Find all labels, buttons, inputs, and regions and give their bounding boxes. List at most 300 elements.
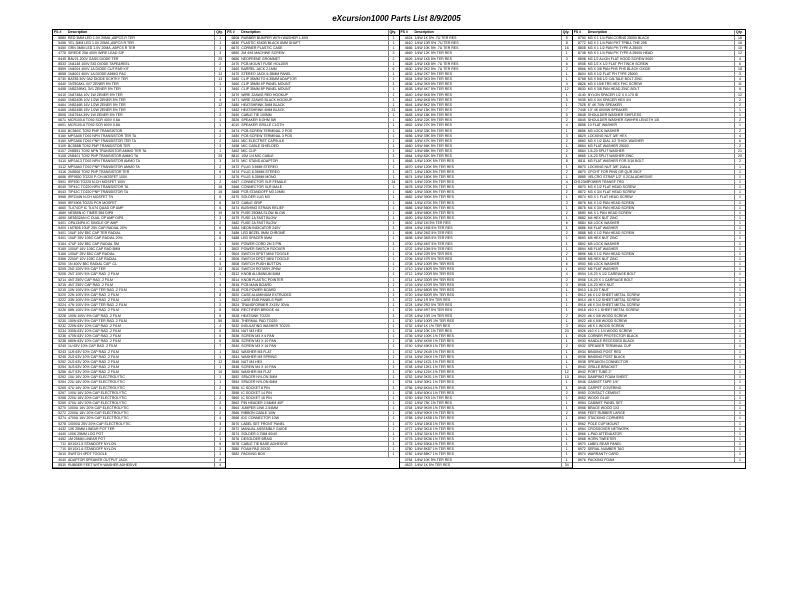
part-quantity: 1 [561, 452, 572, 457]
part-description: 1/4W 2K7 5% TER RES [414, 71, 562, 76]
part-number: 5366 [53, 257, 67, 262]
part-quantity: 1 [735, 257, 746, 262]
part-number: 4740 [400, 344, 414, 349]
part-description: WASHER M4 FLAT [240, 370, 388, 375]
part-quantity: 5 [215, 313, 226, 318]
part-quantity: 3 [215, 159, 226, 164]
part-description: SPACER NYLON 3MM [240, 375, 388, 380]
part-number: 8908 [573, 282, 587, 287]
part-description: 1/4W 1K8 5% .7U TER RES [414, 61, 562, 66]
part-quantity: 7 [215, 277, 226, 282]
part-description: MIC CABLE SHIELDED [240, 143, 388, 148]
part-quantity: 3 [215, 262, 226, 267]
part-description: CABINET PANEL SET [587, 400, 735, 405]
part-quantity: 2 [215, 426, 226, 431]
part-description: IRFZ44N N-CH MOSFET TN [67, 195, 215, 200]
part-description: OPA134PA IC SINGLE OP AMP [67, 221, 215, 226]
part-quantity: 24 [561, 329, 572, 334]
part-number: 4722 [400, 298, 414, 303]
part-description: MCR100-6 TO92 SCR 400V 0.8A [67, 118, 215, 123]
quantity-header: Qty. [561, 30, 572, 36]
part-quantity: 1 [561, 457, 572, 462]
part-number: 4040 [53, 457, 67, 462]
part-quantity: 1 [388, 143, 399, 148]
part-description: 1N4148 100V SIG DIODE TAPE&REEL [67, 61, 215, 66]
part-quantity: 1 [735, 416, 746, 421]
part-number: 4632 [400, 71, 414, 76]
part-quantity: 1 [388, 287, 399, 292]
part-quantity: 7 [215, 107, 226, 112]
part-description: 1/4W 10R 5% .7U TER RES [414, 41, 562, 46]
part-number: 4775 [53, 51, 67, 56]
part-number: 3576 [226, 436, 240, 441]
part-quantity: 1 [735, 262, 746, 267]
part-quantity: 1 [735, 241, 746, 246]
part-quantity: 1 [561, 102, 572, 107]
part-number: 5262 [53, 375, 67, 380]
part-quantity: 1 [388, 77, 399, 82]
part-description: SWITCH DPDT MINI TOGGLE [240, 257, 388, 262]
part-quantity: 10 [561, 375, 572, 380]
part-quantity: 3 [561, 56, 572, 61]
part-description: M6 X 1/2 PAN HEAD SCREW [587, 251, 735, 256]
part-description: NYLON SPACER 1/2 X 0.170 ID [587, 92, 735, 97]
part-number: 5245 [53, 354, 67, 359]
part-number: 3474 [226, 169, 240, 174]
part-description: CROSSOVER NETWORK [587, 426, 735, 431]
part-description: M3 X 3/4 FLAT HEAD SCREW [587, 190, 735, 195]
part-number: 5278 [53, 421, 67, 426]
part-description: 1U 63V 10% CAP RAD .2 FILM [67, 344, 215, 349]
part-number: 5450 [53, 46, 67, 51]
part-description: HEATSHRINK 6MM BLACK [240, 107, 388, 112]
part-quantity: 1 [561, 195, 572, 200]
part-number: 4682 [400, 195, 414, 200]
parts-list-grid [52, 29, 746, 469]
part-quantity: 1 [561, 406, 572, 411]
part-quantity: 2 [561, 118, 572, 123]
part-quantity: 7 [561, 107, 572, 112]
part-quantity: 1 [561, 385, 572, 390]
part-description: INSULATING WASHER TO220 [240, 323, 388, 328]
part-description: #8 X 1 WOOD SCREW [587, 323, 735, 328]
part-description: 1/4W 100R 5% TER RES [414, 262, 562, 267]
part-quantity: 1 [735, 426, 746, 431]
part-number: 9035 [573, 97, 587, 102]
part-number: 3578 [226, 442, 240, 447]
part-quantity: 4 [215, 257, 226, 262]
part-number: 5108 [53, 154, 67, 159]
part-quantity: 1 [561, 354, 572, 359]
part-number: 8604 [573, 71, 587, 76]
part-number: 5270 [53, 406, 67, 411]
part-number: 4708 [400, 262, 414, 267]
part-quantity: 1 [561, 365, 572, 370]
part-quantity: 1 [561, 257, 572, 262]
part-quantity: 1 [561, 226, 572, 231]
part-description: 1/4W 4R7 5% TER RES [414, 308, 562, 313]
part-number: 5220 [53, 293, 67, 298]
part-quantity: 2 [215, 66, 226, 71]
part-number: 5901 [53, 179, 67, 184]
part-number: 5166 [53, 251, 67, 256]
part-number: 3490 [226, 113, 240, 118]
part-number: 3574 [226, 431, 240, 436]
part-quantity: 1 [735, 169, 746, 174]
part-quantity: 1 [388, 41, 399, 46]
part-number: 5267 [53, 390, 67, 395]
part-number: 5214 [53, 277, 67, 282]
part-number: 6465 [53, 107, 67, 112]
part-number: 4772 [400, 426, 414, 431]
part-number: 5222 [53, 298, 67, 303]
part-description: 1/4-20 T-NUT [587, 287, 735, 292]
parts-column-1 [53, 30, 226, 468]
part-quantity: 1 [388, 82, 399, 87]
part-description: 10 FLAT WASHER [587, 123, 735, 128]
part-number: 3534 [226, 329, 240, 334]
part-number: 6460 [53, 97, 67, 102]
part-description: 330N 63V 10% CAP RAD .2 FILM [67, 329, 215, 334]
part-description: TIP42C TO220 PNP TRANSISTOR TA [67, 190, 215, 195]
part-quantity: 2 [215, 164, 226, 169]
part-description: CONNECTOR XLR FEMALE [240, 179, 388, 184]
part-number: 3538 [226, 339, 240, 344]
part-number: 4710 [400, 267, 414, 272]
part-description: MCR100-6 TO92 SCR 600V 0.8A [67, 123, 215, 128]
part-description: 1N750AKL 4V7 ZENER 5% TER [67, 82, 215, 87]
part-quantity: 1 [388, 431, 399, 436]
part-quantity: 1 [215, 41, 226, 46]
part-number: 8970 [573, 442, 587, 447]
part-description: JUMPER LINK 2.54MM [240, 406, 388, 411]
part-description: 1N5229BKL 3V1 ZENER 5% TER [67, 87, 215, 92]
part-description: IC SOCKET 16 PIN [240, 395, 388, 400]
part-quantity: 1 [561, 236, 572, 241]
part-description: 1/4W 3K01 1% TER RES [414, 375, 562, 380]
part-description: PLUG 3.5MM STEREO [240, 164, 388, 169]
part-quantity: 1 [735, 190, 746, 195]
part-quantity: 1 [735, 457, 746, 462]
part-number: 8040 [53, 185, 67, 190]
part-quantity: 6 [215, 231, 226, 236]
part-number: 3470 [226, 159, 240, 164]
part-description: LOCKING NUT 3/8" HEX [587, 133, 735, 138]
part-number: 4678 [400, 185, 414, 190]
part-quantity: 1 [215, 118, 226, 123]
part-quantity: 1 [388, 133, 399, 138]
part-description: NEOPRENE GROMMET [240, 56, 388, 61]
part-number: 8898 [573, 257, 587, 262]
part-description: SOLDER 0.7MM 60/40 [240, 431, 388, 436]
part-quantity: 3 [215, 251, 226, 256]
part-quantity: 4 [735, 133, 746, 138]
part-description: 3U3 63V 20% CAP RAD .2 FILM [67, 365, 215, 370]
part-number: 4750 [400, 370, 414, 375]
part-number: 8808 [573, 46, 587, 51]
part-number: 5160 [53, 138, 67, 143]
document-title: eXcursion1000 Parts List 8/9/2005 [332, 14, 461, 23]
part-description: SPEAKER 8 OHM 5W [240, 118, 388, 123]
part-number: 5230 [53, 318, 67, 323]
part-number: 4776 [400, 436, 414, 441]
part-description: LABEL REAR PANEL [587, 442, 735, 447]
part-number: 8916 [573, 303, 587, 308]
part-quantity: 1 [735, 215, 746, 220]
part-number: 3582 [226, 452, 240, 457]
part-description: POWER SWITCH ROCKER [240, 246, 388, 251]
part-description: MANUAL ASSEMBLY GUIDE [240, 426, 388, 431]
part-quantity: 6 [735, 87, 746, 92]
part-description: 1/4W 220K 5% TER RES [414, 179, 562, 184]
part-number: 5234 [53, 329, 67, 334]
part-description: 1/4W 47K 5% TER RES [414, 138, 562, 143]
part-quantity: 3 [561, 282, 572, 287]
part-description: POLE CUP MOUNT [587, 421, 735, 426]
part-number: 4628 [400, 61, 414, 66]
part-description: 1N4748A 10V 1W ZENER 5% TER [67, 92, 215, 97]
part-quantity: 1 [388, 226, 399, 231]
part-quantity: 1 [215, 92, 226, 97]
part-quantity: 1 [215, 123, 226, 128]
part-quantity: 1 [735, 370, 746, 375]
part-description: 470U 16V 20% CAP ELECTROLYTIC [67, 400, 215, 405]
part-number: 3472 [226, 164, 240, 169]
part-quantity: 1 [388, 334, 399, 339]
part-quantity: 2 [215, 138, 226, 143]
part-description: LABEL SET FRONT PANEL [240, 421, 388, 426]
part-description: 1/4W 1K58 1% TER RES [414, 416, 562, 421]
part-number: 4784 [400, 457, 414, 462]
part-description: 47N 100V 5% CAP TER RAD .2 FILM [67, 303, 215, 308]
part-quantity: 2 [561, 277, 572, 282]
part-number: 3558 [226, 390, 240, 395]
part-description: 1/4W 6K8 5% TER RES [414, 97, 562, 102]
part-number: 8972 [573, 447, 587, 452]
part-number: 6440 [53, 82, 67, 87]
part-quantity: 1 [388, 97, 399, 102]
part-description: M5 HEX NUT ZINC [587, 236, 735, 241]
part-description: SWITCH 4PDT TOGGLE [67, 452, 215, 457]
part-description: M4 FLAT WASHER [587, 226, 735, 231]
part-description: PCB MAIN BOARD [240, 282, 388, 287]
part-quantity: 25 [215, 56, 226, 61]
part-quantity: 1 [388, 71, 399, 76]
part-quantity: 1 [735, 277, 746, 282]
part-quantity: 1 [388, 406, 399, 411]
part-description: CLIP 35MM 4P PANEL MOUNT [240, 82, 388, 87]
part-number: 4660 [53, 205, 67, 210]
part-description: 10" 4K 6000W SPEAKER [587, 107, 735, 112]
part-number: 4758 [400, 390, 414, 395]
part-description: CABLE TIE 100MM [240, 113, 388, 118]
part-description: M5 LOCK WASHER [587, 241, 735, 246]
part-number: 4670 [400, 164, 414, 169]
part-quantity: 4 [561, 82, 572, 87]
part-number: 3550 [226, 370, 240, 375]
part-quantity: 1 [388, 329, 399, 334]
part-number: 2470 [226, 61, 240, 66]
part-quantity: 1 [388, 221, 399, 226]
part-quantity: 2 [735, 97, 746, 102]
part-description: 1/4W 33K 5% TER RES [414, 128, 562, 133]
part-quantity: 1 [735, 272, 746, 277]
part-description: 1/4W 60K4 1% TER RES [414, 390, 562, 395]
part-number: 4748 [400, 365, 414, 370]
part-number: 6464 [53, 102, 67, 107]
part-number: 8924 [573, 323, 587, 328]
part-description: 1/4W 820K 5% TER RES [414, 215, 562, 220]
part-number: 3460 [226, 66, 240, 71]
part-quantity: 1 [388, 385, 399, 390]
description-header: Description [587, 30, 735, 36]
part-number: 6601 [53, 123, 67, 128]
part-description: 1/4W 2M2 5% TER RES [414, 231, 562, 236]
part-quantity: 1 [388, 46, 399, 51]
part-quantity: 6 [215, 200, 226, 205]
part-number: 8886 [573, 226, 587, 231]
part-quantity: 1 [215, 349, 226, 354]
part-quantity: 2 [215, 61, 226, 66]
part-number: 4700 [400, 241, 414, 246]
part-number: 5228 [53, 313, 67, 318]
part-number: 8865 [573, 154, 587, 159]
part-quantity: 1 [735, 267, 746, 272]
part-description: 1/4W 12K 5% TER RES [414, 51, 562, 56]
part-number: 4674 [400, 174, 414, 179]
part-description: FOAM PAD 20X20 [240, 447, 388, 452]
part-description: M4 X 3/4 PAN HEAD SCREW [587, 205, 735, 210]
part-quantity: 1 [388, 426, 399, 431]
part-quantity: 12 [561, 370, 572, 375]
part-number: 4754 [400, 380, 414, 385]
part-description: MPSA63 TO92 PNP TRANSISTOR AMMO TA [67, 164, 215, 169]
part-quantity: 1 [735, 395, 746, 400]
part-description: 1/4W 3K9 5% TER RES [414, 82, 562, 87]
part-description: SERIAL NUMBER TAG [587, 447, 735, 452]
part-description: 1/4W 8K2 5% TER RES [414, 102, 562, 107]
part-description: 220N 63V 10% CAP RAD .2 FILM [67, 323, 215, 328]
part-quantity: 6 [215, 339, 226, 344]
part-quantity: 1 [561, 287, 572, 292]
part-number: 3458 [226, 143, 240, 148]
part-number: 5269 [53, 400, 67, 405]
part-quantity: 1 [735, 329, 746, 334]
part-quantity: 5 [215, 442, 226, 447]
part-number: 5238 [53, 339, 67, 344]
part-quantity: 1 [388, 257, 399, 262]
part-description: M3 X 1/2 DIAL 1/2 THICK WASHER [587, 138, 735, 143]
part-description: 1/4W 220R 5% TER RES [414, 272, 562, 277]
part-number: 3484 [226, 226, 240, 231]
part-description: 10M 1/4 MIC CABLE [240, 154, 388, 159]
part-number: 3544 [226, 354, 240, 359]
quantity-header: Qty. [215, 30, 226, 36]
part-description: POWER CORD 2M 3 PIN [240, 241, 388, 246]
part-description: 1/4-20 SPLIT WASHER ZINC [587, 154, 735, 159]
part-description: 1N4754A 39V 1W ZENER 5% TER [67, 113, 215, 118]
part-description: CLIP 35MM TO 6.35MM ADAPTOR [240, 77, 388, 82]
part-number: 8870 [573, 164, 587, 169]
part-quantity: 1 [561, 421, 572, 426]
part-quantity: 1 [215, 452, 226, 457]
part-quantity: 1 [388, 339, 399, 344]
part-quantity: 1 [388, 118, 399, 123]
part-description: 2U2 63V 20% CAP RAD .2 FILM [67, 359, 215, 364]
part-description: WASHER M3 SPRING [240, 354, 388, 359]
part-quantity: 1 [388, 174, 399, 179]
part-quantity: 1 [561, 436, 572, 441]
part-number: 8940 [573, 365, 587, 370]
part-number: 3476 [226, 174, 240, 179]
part-number: 5880 [53, 36, 67, 41]
part-number: 8870 [573, 185, 587, 190]
part-description: M3 X 1 1/2 PAN PH TYPE A 25000 [587, 46, 735, 51]
part-description: 1/4W 7K5 1% TER RES [414, 395, 562, 400]
part-description: DESOLDER BRAID [240, 436, 388, 441]
part-description: BUSHING STRAIN RELIEF [240, 205, 388, 210]
part-number: 5969 [53, 200, 67, 205]
part-quantity: 1 [735, 282, 746, 287]
part-number: 3552 [226, 375, 240, 380]
part-quantity: 6 [561, 262, 572, 267]
part-number: 3528 [226, 313, 240, 318]
part-description: 1/4W 15K8 1% TER RES [414, 421, 562, 426]
part-quantity: 2 [215, 133, 226, 138]
part-quantity: 3 [215, 447, 226, 452]
part-description: 10K 25MM LINEAR POT TER [67, 426, 215, 431]
part-description: 1/4W 90K9 1% TER RES [414, 411, 562, 416]
part-number: 711 [53, 442, 67, 447]
part-description: SWITCH PUSH BUTTON [240, 262, 388, 267]
part-description: NEON INDICATOR 240V [240, 226, 388, 231]
part-description: PLUG 6.35MM MONO [240, 174, 388, 179]
part-description: 68N 100V 5% CAP RAD .2 FILM [67, 308, 215, 313]
part-quantity: 1 [388, 123, 399, 128]
part-quantity: 1 [561, 77, 572, 82]
part-quantity: 13 [215, 77, 226, 82]
part-number: 5401 [53, 231, 67, 236]
part-description: 1U5 63V 10% CAP RAD .2 FILM [67, 349, 215, 354]
part-number: 4644 [400, 102, 414, 107]
part-description: CORNER PLASTIC CASE [240, 46, 388, 51]
part-number-header: FS # [400, 30, 414, 36]
part-number: 8872 [573, 190, 587, 195]
part-quantity: 6 [215, 195, 226, 200]
part-quantity: 1 [561, 293, 572, 298]
part-description: 1/4W 1K 5% .7U TER RES [414, 36, 562, 41]
part-quantity: 1 [388, 262, 399, 267]
part-number: 8559 [53, 66, 67, 71]
part-number: 8530 [53, 462, 67, 467]
part-number: 8922 [573, 318, 587, 323]
part-description: M3 X 1/2 FLAT HEAD SCREW [587, 185, 735, 190]
description-header: Description [67, 30, 215, 36]
part-description: 1/4W 1K5 5% TER RES [414, 56, 562, 61]
part-number: 3562 [226, 400, 240, 405]
part-description: 1/4W 82K 5% TER RES [414, 154, 562, 159]
part-description: IC SOCKET 8 PIN [240, 385, 388, 390]
part-description: SCREW M3 X 10 PAN [240, 339, 388, 344]
part-number: 5116 [53, 169, 67, 174]
part-quantity: 10 [215, 267, 226, 272]
part-number: 5165 [53, 246, 67, 251]
part-quantity: 1 [388, 400, 399, 405]
parts-column-3 [400, 30, 573, 468]
part-quantity: 1 [735, 200, 746, 205]
part-description: STACKING CORNERS [587, 416, 735, 421]
part-description: CASE END PANELS PAIR [240, 298, 388, 303]
